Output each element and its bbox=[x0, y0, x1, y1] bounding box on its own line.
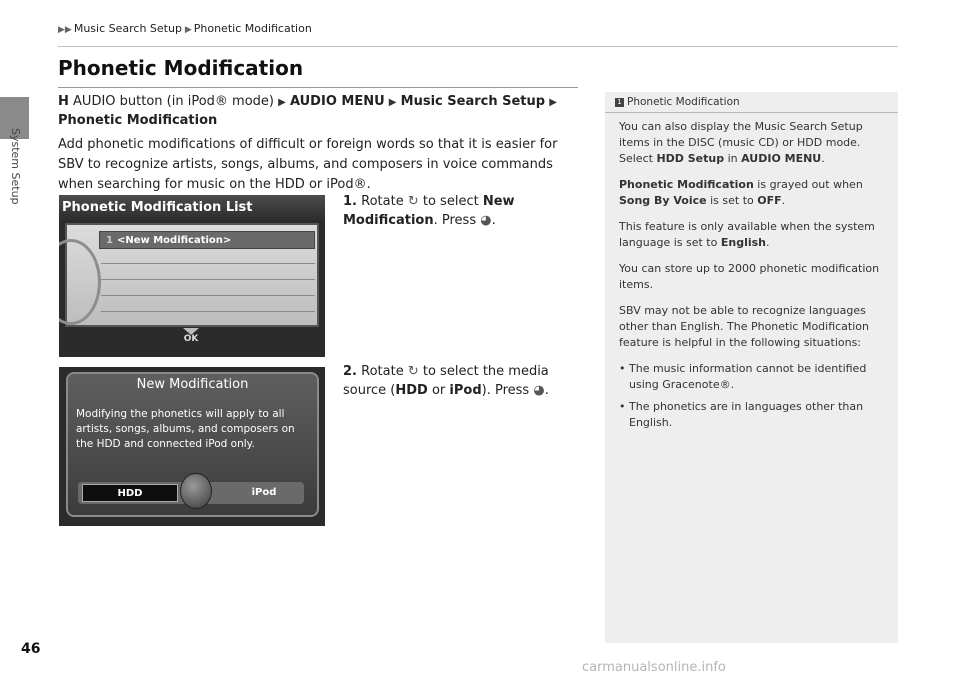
step-text: . bbox=[544, 383, 549, 398]
step-text: . Press bbox=[433, 213, 477, 228]
arrow-icon: ▶ bbox=[278, 97, 286, 108]
text: . bbox=[781, 194, 786, 207]
rotate-knob-icon: ↻ bbox=[407, 364, 419, 379]
dial-knob-icon bbox=[180, 473, 212, 509]
step-text: or bbox=[427, 383, 450, 398]
step-text: Rotate bbox=[361, 364, 404, 379]
sidebar-notes bbox=[605, 92, 898, 643]
press-knob-icon: ◕ bbox=[480, 213, 492, 228]
step-bold: New Modification bbox=[343, 194, 515, 228]
list-row bbox=[101, 311, 315, 312]
sidebar-bullet: • The music information cannot be identified using Gracenote®. bbox=[619, 361, 887, 393]
sidebar-bullet: • The phonetics are in languages other than English. bbox=[619, 399, 887, 431]
text-bold: Song By Voice bbox=[619, 194, 707, 207]
text-bold: OFF bbox=[757, 194, 782, 207]
ipod-button[interactable]: iPod bbox=[251, 487, 277, 498]
dialog-message: Modifying the phonetics will apply to all artists, songs, albums, and composers on the HDD and connected iPod only. bbox=[76, 408, 295, 450]
breadcrumb bbox=[58, 22, 312, 35]
text: in bbox=[724, 152, 742, 165]
sidebar-paragraph bbox=[619, 219, 887, 251]
press-knob-icon: ◕ bbox=[533, 383, 545, 398]
page-title: Phonetic Modification bbox=[58, 56, 304, 80]
sidebar-heading-text: Phonetic Modification bbox=[627, 96, 740, 108]
text: is grayed out when bbox=[753, 178, 863, 191]
step-text: to select bbox=[422, 194, 479, 209]
text-bold: Phonetic Modification bbox=[619, 178, 754, 191]
path-prefix: AUDIO button (in iPod® mode) bbox=[73, 94, 274, 109]
menu-path bbox=[58, 93, 578, 130]
list-panel bbox=[65, 223, 319, 327]
text-bold: AUDIO MENU bbox=[741, 152, 822, 165]
text-bold: English bbox=[720, 236, 766, 249]
arrow-icon: ▶ bbox=[549, 97, 557, 108]
step-1 bbox=[343, 192, 583, 230]
list-item-selected[interactable] bbox=[99, 231, 315, 249]
sidebar-heading bbox=[615, 96, 740, 108]
hdd-button[interactable]: HDD bbox=[82, 484, 178, 502]
note-icon: 1 bbox=[615, 98, 624, 107]
step-text: . bbox=[491, 213, 496, 228]
text: You can also display the Music Search Setup items in the DISC (music CD) or HDD mode. Select bbox=[619, 120, 863, 165]
sidebar-paragraph: SBV may not be able to recognize languages other than English. The Phonetic Modification feature is helpful in the following situations: bbox=[619, 304, 869, 349]
screenshot-new-modification bbox=[59, 367, 325, 526]
text-bold: HDD Setup bbox=[656, 152, 725, 165]
path-step: AUDIO MENU bbox=[289, 94, 385, 109]
ok-label: OK bbox=[183, 334, 199, 344]
row-number: 1 bbox=[106, 235, 113, 246]
rotate-knob-icon: ↻ bbox=[407, 194, 419, 209]
intro-paragraph: Add phonetic modifications of difficult or foreign words so that it is easier for SBV to recognize artists, songs, albums, and composers in voice commands when searching for music on the HDD or iPod®. bbox=[58, 137, 558, 192]
sidebar-paragraph: You can store up to 2000 phonetic modification items. bbox=[619, 262, 880, 291]
step-text: to select the media source ( bbox=[343, 364, 549, 398]
path-step: Music Search Setup bbox=[400, 94, 546, 109]
header-divider bbox=[58, 46, 898, 47]
arrow-icon: ▶▶ bbox=[58, 25, 72, 35]
watermark: carmanualsonline.info bbox=[582, 660, 726, 675]
list-row bbox=[101, 295, 315, 296]
list-row bbox=[101, 279, 315, 280]
sidebar-paragraph bbox=[619, 177, 887, 209]
row-label: <New Modification> bbox=[116, 235, 232, 246]
page-number: 46 bbox=[21, 641, 41, 657]
step-number: 1. bbox=[343, 194, 357, 209]
path-step: Phonetic Modification bbox=[58, 113, 218, 128]
list-row bbox=[101, 263, 315, 264]
dial-arc bbox=[59, 239, 101, 325]
sidebar-divider bbox=[605, 112, 898, 113]
step-bold: iPod bbox=[449, 383, 482, 398]
arrow-icon: ▶ bbox=[181, 25, 192, 35]
step-number: 2. bbox=[343, 364, 357, 379]
step-2 bbox=[343, 362, 583, 400]
sidebar-paragraph bbox=[619, 119, 887, 167]
title-divider bbox=[58, 87, 578, 88]
step-bold: HDD bbox=[395, 383, 428, 398]
screenshot-modification-list bbox=[59, 195, 325, 357]
dialog bbox=[66, 372, 319, 517]
section-label: System Setup bbox=[9, 128, 22, 205]
step-text: ). Press bbox=[481, 383, 530, 398]
step-text: Rotate bbox=[361, 194, 404, 209]
text: is set to bbox=[706, 194, 758, 207]
arrow-icon: ▶ bbox=[388, 97, 397, 108]
dialog-title: New Modification bbox=[136, 377, 249, 392]
text: . bbox=[821, 152, 825, 165]
home-icon: H bbox=[58, 94, 69, 109]
text: . bbox=[765, 236, 770, 249]
screen-title: Phonetic Modification List bbox=[59, 195, 325, 220]
breadcrumb-item: Phonetic Modification bbox=[193, 22, 312, 35]
text: This feature is only available when the system language is set to bbox=[619, 220, 875, 249]
breadcrumb-item: Music Search Setup bbox=[73, 22, 182, 35]
